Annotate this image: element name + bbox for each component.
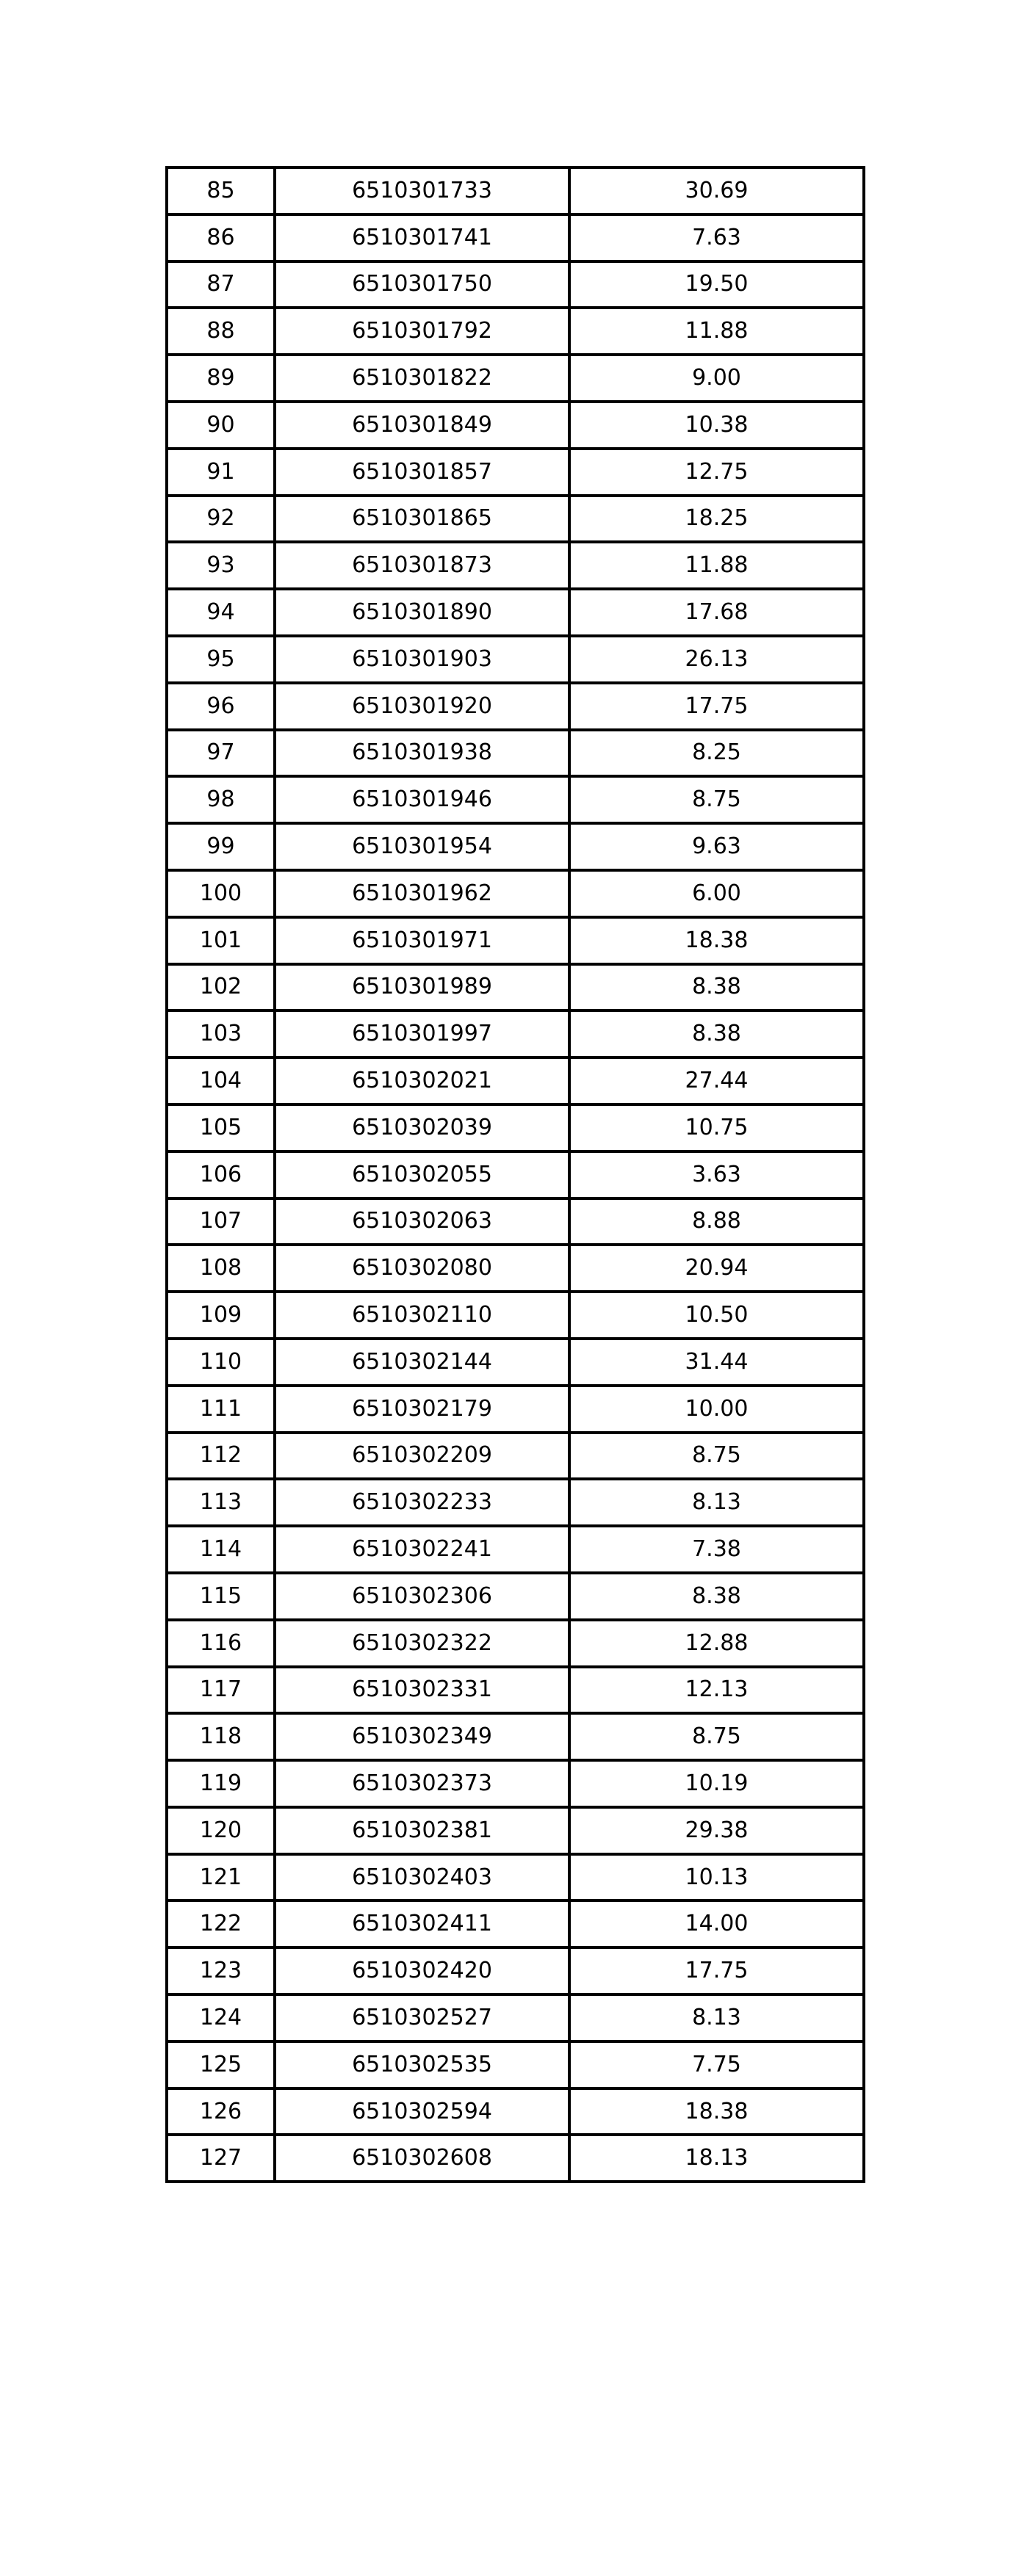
table-row	[167, 496, 864, 543]
row-value-cell: 8.75	[569, 1713, 864, 1760]
row-index-cell: 102	[167, 964, 275, 1011]
row-index-cell: 103	[167, 1010, 275, 1057]
row-index-cell: 118	[167, 1713, 275, 1760]
row-code-cell: 6510301989	[275, 964, 569, 1011]
row-index-cell: 97	[167, 730, 275, 777]
table-row	[167, 1760, 864, 1807]
row-value-cell: 7.38	[569, 1526, 864, 1573]
row-value-cell: 27.44	[569, 1057, 864, 1104]
data-table	[165, 166, 865, 2183]
table-row	[167, 776, 864, 823]
row-code-cell: 6510302080	[275, 1245, 569, 1292]
row-code-cell: 6510302373	[275, 1760, 569, 1807]
table-row	[167, 1292, 864, 1339]
row-code-cell: 6510302322	[275, 1620, 569, 1667]
row-index-cell: 90	[167, 402, 275, 449]
row-code-cell: 6510302233	[275, 1479, 569, 1526]
row-index-cell: 89	[167, 355, 275, 402]
row-code-cell: 6510301920	[275, 683, 569, 730]
table-row	[167, 1620, 864, 1667]
row-code-cell: 6510302144	[275, 1339, 569, 1386]
row-code-cell: 6510301938	[275, 730, 569, 777]
row-value-cell: 17.75	[569, 1947, 864, 1994]
row-index-cell: 94	[167, 589, 275, 636]
table-row	[167, 636, 864, 683]
row-index-cell: 124	[167, 1994, 275, 2041]
row-index-cell: 110	[167, 1339, 275, 1386]
row-index-cell: 125	[167, 2041, 275, 2088]
table-row	[167, 1479, 864, 1526]
row-value-cell: 18.25	[569, 496, 864, 543]
row-value-cell: 18.38	[569, 2088, 864, 2135]
row-value-cell: 20.94	[569, 1245, 864, 1292]
row-index-cell: 96	[167, 683, 275, 730]
row-value-cell: 10.50	[569, 1292, 864, 1339]
row-value-cell: 10.38	[569, 402, 864, 449]
row-code-cell: 6510302063	[275, 1198, 569, 1245]
table-row	[167, 1947, 864, 1994]
row-index-cell: 87	[167, 261, 275, 308]
table-row	[167, 1713, 864, 1760]
row-index-cell: 101	[167, 917, 275, 964]
row-index-cell: 117	[167, 1667, 275, 1714]
row-index-cell: 109	[167, 1292, 275, 1339]
table-row	[167, 1104, 864, 1151]
row-value-cell: 19.50	[569, 261, 864, 308]
row-value-cell: 9.00	[569, 355, 864, 402]
table-row	[167, 1433, 864, 1480]
row-index-cell: 111	[167, 1386, 275, 1433]
row-value-cell: 11.88	[569, 308, 864, 355]
row-code-cell: 6510301903	[275, 636, 569, 683]
table-body	[167, 167, 864, 2182]
row-code-cell: 6510301946	[275, 776, 569, 823]
row-index-cell: 100	[167, 870, 275, 917]
row-value-cell: 8.75	[569, 1433, 864, 1480]
table-row	[167, 1526, 864, 1573]
row-index-cell: 116	[167, 1620, 275, 1667]
row-value-cell: 7.75	[569, 2041, 864, 2088]
row-value-cell: 14.00	[569, 1900, 864, 1947]
table-row	[167, 1151, 864, 1198]
row-index-cell: 122	[167, 1900, 275, 1947]
row-index-cell: 112	[167, 1433, 275, 1480]
row-code-cell: 6510302403	[275, 1854, 569, 1901]
row-value-cell: 17.75	[569, 683, 864, 730]
row-code-cell: 6510301865	[275, 496, 569, 543]
table-row	[167, 823, 864, 870]
row-value-cell: 10.13	[569, 1854, 864, 1901]
row-code-cell: 6510302306	[275, 1573, 569, 1620]
table-row	[167, 1994, 864, 2041]
table-row	[167, 402, 864, 449]
row-value-cell: 8.75	[569, 776, 864, 823]
table-row	[167, 1198, 864, 1245]
row-code-cell: 6510301954	[275, 823, 569, 870]
table-row	[167, 1386, 864, 1433]
table-row	[167, 683, 864, 730]
row-code-cell: 6510302535	[275, 2041, 569, 2088]
table-row	[167, 1057, 864, 1104]
row-value-cell: 10.00	[569, 1386, 864, 1433]
row-code-cell: 6510302594	[275, 2088, 569, 2135]
row-index-cell: 99	[167, 823, 275, 870]
table-row	[167, 917, 864, 964]
row-code-cell: 6510301873	[275, 542, 569, 589]
table-row	[167, 355, 864, 402]
row-code-cell: 6510301849	[275, 402, 569, 449]
row-index-cell: 114	[167, 1526, 275, 1573]
table-row	[167, 261, 864, 308]
table-row	[167, 449, 864, 496]
row-value-cell: 8.88	[569, 1198, 864, 1245]
row-value-cell: 31.44	[569, 1339, 864, 1386]
row-index-cell: 126	[167, 2088, 275, 2135]
row-index-cell: 93	[167, 542, 275, 589]
row-code-cell: 6510302331	[275, 1667, 569, 1714]
table-row	[167, 2088, 864, 2135]
row-code-cell: 6510301857	[275, 449, 569, 496]
table-row	[167, 167, 864, 214]
table-row	[167, 964, 864, 1011]
row-index-cell: 85	[167, 167, 275, 214]
row-value-cell: 17.68	[569, 589, 864, 636]
row-value-cell: 18.13	[569, 2135, 864, 2182]
row-code-cell: 6510302608	[275, 2135, 569, 2182]
row-index-cell: 120	[167, 1807, 275, 1854]
row-value-cell: 8.38	[569, 1573, 864, 1620]
row-value-cell: 12.75	[569, 449, 864, 496]
row-value-cell: 8.25	[569, 730, 864, 777]
row-index-cell: 113	[167, 1479, 275, 1526]
row-index-cell: 107	[167, 1198, 275, 1245]
row-index-cell: 108	[167, 1245, 275, 1292]
row-index-cell: 95	[167, 636, 275, 683]
row-code-cell: 6510302381	[275, 1807, 569, 1854]
row-code-cell: 6510302349	[275, 1713, 569, 1760]
row-value-cell: 8.38	[569, 964, 864, 1011]
table-row	[167, 542, 864, 589]
row-index-cell: 88	[167, 308, 275, 355]
row-value-cell: 9.63	[569, 823, 864, 870]
row-code-cell: 6510301792	[275, 308, 569, 355]
row-code-cell: 6510301741	[275, 214, 569, 261]
row-index-cell: 86	[167, 214, 275, 261]
row-code-cell: 6510302411	[275, 1900, 569, 1947]
row-value-cell: 18.38	[569, 917, 864, 964]
row-index-cell: 115	[167, 1573, 275, 1620]
row-code-cell: 6510302241	[275, 1526, 569, 1573]
row-index-cell: 98	[167, 776, 275, 823]
table-row	[167, 730, 864, 777]
table-row	[167, 2135, 864, 2182]
table-row	[167, 214, 864, 261]
row-value-cell: 6.00	[569, 870, 864, 917]
table-row	[167, 1010, 864, 1057]
row-code-cell: 6510301822	[275, 355, 569, 402]
row-value-cell: 8.38	[569, 1010, 864, 1057]
table-row	[167, 1807, 864, 1854]
row-value-cell: 3.63	[569, 1151, 864, 1198]
row-value-cell: 12.13	[569, 1667, 864, 1714]
row-code-cell: 6510302420	[275, 1947, 569, 1994]
row-code-cell: 6510302209	[275, 1433, 569, 1480]
row-value-cell: 8.13	[569, 1479, 864, 1526]
row-code-cell: 6510301890	[275, 589, 569, 636]
row-code-cell: 6510301962	[275, 870, 569, 917]
table-row	[167, 1900, 864, 1947]
row-value-cell: 7.63	[569, 214, 864, 261]
row-code-cell: 6510302110	[275, 1292, 569, 1339]
table-row	[167, 1245, 864, 1292]
row-value-cell: 29.38	[569, 1807, 864, 1854]
row-index-cell: 91	[167, 449, 275, 496]
row-code-cell: 6510302039	[275, 1104, 569, 1151]
row-value-cell: 8.13	[569, 1994, 864, 2041]
table-row	[167, 1854, 864, 1901]
row-index-cell: 123	[167, 1947, 275, 1994]
row-index-cell: 121	[167, 1854, 275, 1901]
row-code-cell: 6510302021	[275, 1057, 569, 1104]
table-row	[167, 1667, 864, 1714]
table-row	[167, 308, 864, 355]
table-row	[167, 2041, 864, 2088]
row-code-cell: 6510302527	[275, 1994, 569, 2041]
row-code-cell: 6510302055	[275, 1151, 569, 1198]
row-code-cell: 6510301997	[275, 1010, 569, 1057]
row-code-cell: 6510301971	[275, 917, 569, 964]
table-row	[167, 1573, 864, 1620]
table-row	[167, 589, 864, 636]
row-index-cell: 127	[167, 2135, 275, 2182]
row-index-cell: 104	[167, 1057, 275, 1104]
row-value-cell: 10.75	[569, 1104, 864, 1151]
row-value-cell: 30.69	[569, 167, 864, 214]
row-index-cell: 106	[167, 1151, 275, 1198]
row-index-cell: 105	[167, 1104, 275, 1151]
row-value-cell: 11.88	[569, 542, 864, 589]
row-index-cell: 119	[167, 1760, 275, 1807]
row-value-cell: 10.19	[569, 1760, 864, 1807]
row-value-cell: 12.88	[569, 1620, 864, 1667]
table-row	[167, 870, 864, 917]
row-code-cell: 6510301733	[275, 167, 569, 214]
row-value-cell: 26.13	[569, 636, 864, 683]
row-code-cell: 6510302179	[275, 1386, 569, 1433]
row-index-cell: 92	[167, 496, 275, 543]
table-row	[167, 1339, 864, 1386]
row-code-cell: 6510301750	[275, 261, 569, 308]
